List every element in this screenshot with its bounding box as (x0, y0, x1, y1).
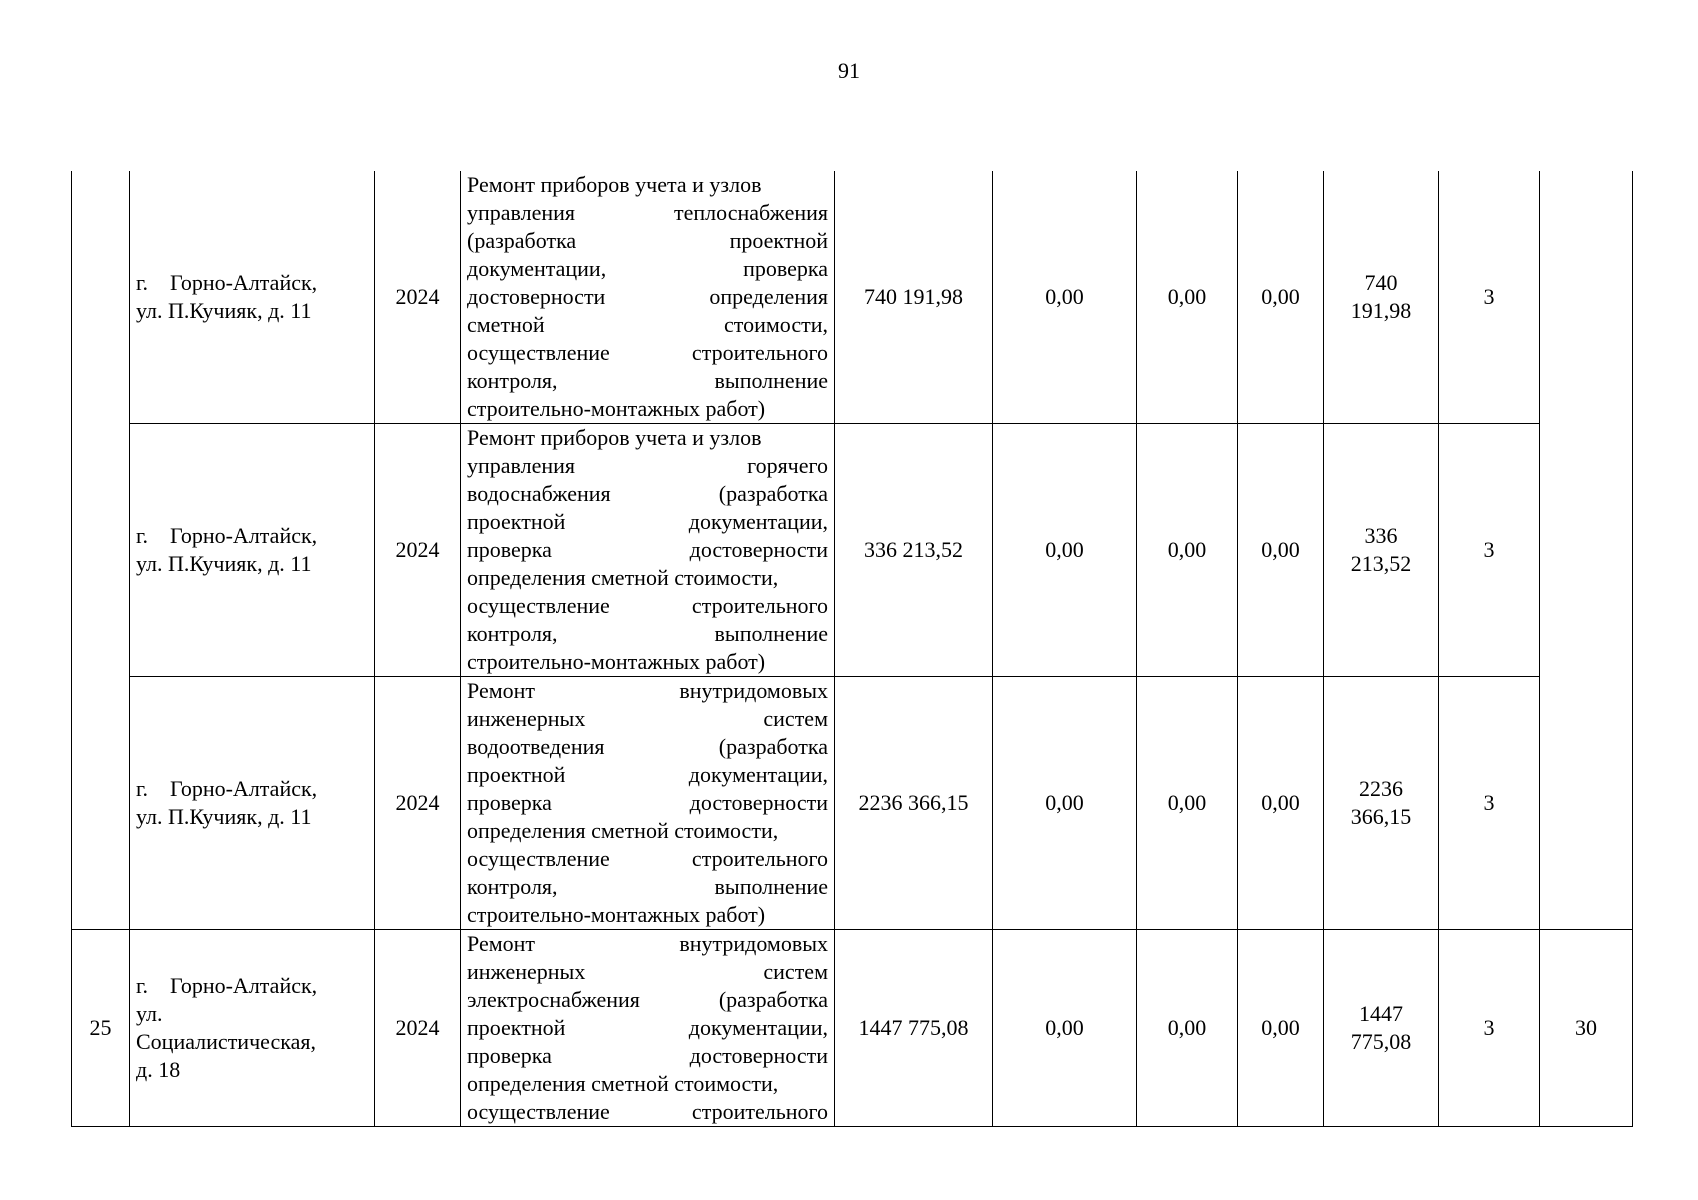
work-description-line: управления горячего (467, 453, 828, 478)
amount-cell: 0,00 (1238, 171, 1324, 424)
address-line: д. 18 (136, 1057, 181, 1082)
total-cost-cell: 1447 775,08 (835, 930, 993, 1127)
work-description-line: проектной документации, (467, 762, 828, 787)
year-cell: 2024 (375, 677, 461, 930)
address-line: г. Горно-Алтайск, (136, 523, 318, 548)
row-number-cell (72, 171, 130, 930)
address-line: ул. П.Кучияк, д. 11 (136, 804, 312, 829)
work-description-line: определения сметной стоимости, (467, 565, 779, 590)
address-line: ул. (136, 1001, 163, 1026)
amount-cell: 0,00 (1238, 930, 1324, 1127)
address-cell (130, 171, 375, 424)
work-description-line: Ремонт внутридомовых (467, 678, 828, 703)
work-description-line: контроля, выполнение (467, 368, 828, 393)
amount-cell: 0,00 (1137, 677, 1238, 930)
term-cell: 3 (1439, 171, 1540, 424)
work-description-line: Ремонт приборов учета и узлов (467, 425, 762, 450)
work-description-line: проверка достоверности (467, 537, 828, 562)
table-row (72, 424, 1633, 677)
last-column-cell (1540, 171, 1633, 930)
work-description-line: строительно-монтажных работ) (467, 649, 766, 674)
work-description-line: определения сметной стоимости, (467, 818, 779, 843)
work-description-line: определения сметной стоимости, (467, 1071, 779, 1096)
work-description-line: осуществление строительного (467, 846, 828, 871)
work-description-line: инженерных систем (467, 959, 828, 984)
amount-line: 336 (1364, 523, 1398, 548)
amount-cell: 0,00 (993, 171, 1137, 424)
work-description-line: Ремонт приборов учета и узлов (467, 172, 762, 197)
amount-cell: 0,00 (1137, 171, 1238, 424)
amount-line: 2236 (1359, 776, 1403, 801)
table-row (72, 171, 1633, 424)
amount-cell (1324, 171, 1439, 424)
work-description-line: инженерных систем (467, 706, 828, 731)
work-description-line: электроснабжения (разработка (467, 987, 828, 1012)
work-description-line: строительно-монтажных работ) (467, 396, 766, 421)
work-description-line: достоверности определения (467, 284, 828, 309)
term-cell: 3 (1439, 930, 1540, 1127)
amount-line: 213,52 (1350, 551, 1412, 576)
work-description-line: осуществление строительного (467, 593, 828, 618)
repair-program-table (71, 171, 1633, 1127)
year-cell: 2024 (375, 930, 461, 1127)
work-description-line: проектной документации, (467, 1015, 828, 1040)
amount-cell: 0,00 (993, 677, 1137, 930)
total-cost-cell: 2236 366,15 (835, 677, 993, 930)
total-cost-cell: 336 213,52 (835, 424, 993, 677)
address-cell (130, 677, 375, 930)
amount-line: 775,08 (1350, 1029, 1412, 1054)
amount-line: 191,98 (1350, 298, 1412, 323)
work-description-line: осуществление строительного (467, 340, 828, 365)
amount-cell: 0,00 (1137, 424, 1238, 677)
amount-cell (1324, 930, 1439, 1127)
work-description-line: контроля, выполнение (467, 621, 828, 646)
work-description-line: проверка достоверности (467, 1043, 828, 1068)
address-line: ул. П.Кучияк, д. 11 (136, 551, 312, 576)
amount-cell (1324, 424, 1439, 677)
work-description-cell (461, 677, 835, 930)
last-column-cell: 30 (1540, 930, 1633, 1127)
amount-line: 366,15 (1350, 804, 1412, 829)
amount-cell: 0,00 (993, 930, 1137, 1127)
row-number-cell: 25 (72, 930, 130, 1127)
year-cell: 2024 (375, 424, 461, 677)
work-description-line: управления теплоснабжения (467, 200, 828, 225)
work-description-cell (461, 171, 835, 424)
amount-cell: 0,00 (1238, 677, 1324, 930)
work-description-line: проверка достоверности (467, 790, 828, 815)
amount-cell: 0,00 (1238, 424, 1324, 677)
work-description-line: сметной стоимости, (467, 312, 828, 337)
table-row (72, 677, 1633, 930)
work-description-line: осуществление строительного (467, 1099, 828, 1124)
work-description-line: документации, проверка (467, 256, 828, 281)
amount-line: 1447 (1359, 1001, 1403, 1026)
term-cell: 3 (1439, 424, 1540, 677)
work-description-line: Ремонт внутридомовых (467, 931, 828, 956)
amount-cell: 0,00 (993, 424, 1137, 677)
work-description-line: проектной документации, (467, 509, 828, 534)
address-line: г. Горно-Алтайск, (136, 973, 318, 998)
term-cell: 3 (1439, 677, 1540, 930)
address-line: г. Горно-Алтайск, (136, 776, 318, 801)
address-line: ул. П.Кучияк, д. 11 (136, 298, 312, 323)
work-description-line: водоснабжения (разработка (467, 481, 828, 506)
work-description-cell (461, 930, 835, 1127)
address-line: г. Горно-Алтайск, (136, 270, 318, 295)
work-description-line: (разработка проектной (467, 228, 828, 253)
amount-cell: 0,00 (1137, 930, 1238, 1127)
address-cell (130, 930, 375, 1127)
amount-line: 740 (1364, 270, 1398, 295)
table-row (72, 930, 1633, 1127)
page-number: 91 (838, 58, 860, 83)
work-description-cell (461, 424, 835, 677)
address-cell (130, 424, 375, 677)
total-cost-cell: 740 191,98 (835, 171, 993, 424)
address-line: Социалистическая, (136, 1029, 316, 1054)
amount-cell (1324, 677, 1439, 930)
work-description-line: строительно-монтажных работ) (467, 902, 766, 927)
work-description-line: контроля, выполнение (467, 874, 828, 899)
work-description-line: водоотведения (разработка (467, 734, 828, 759)
year-cell: 2024 (375, 171, 461, 424)
